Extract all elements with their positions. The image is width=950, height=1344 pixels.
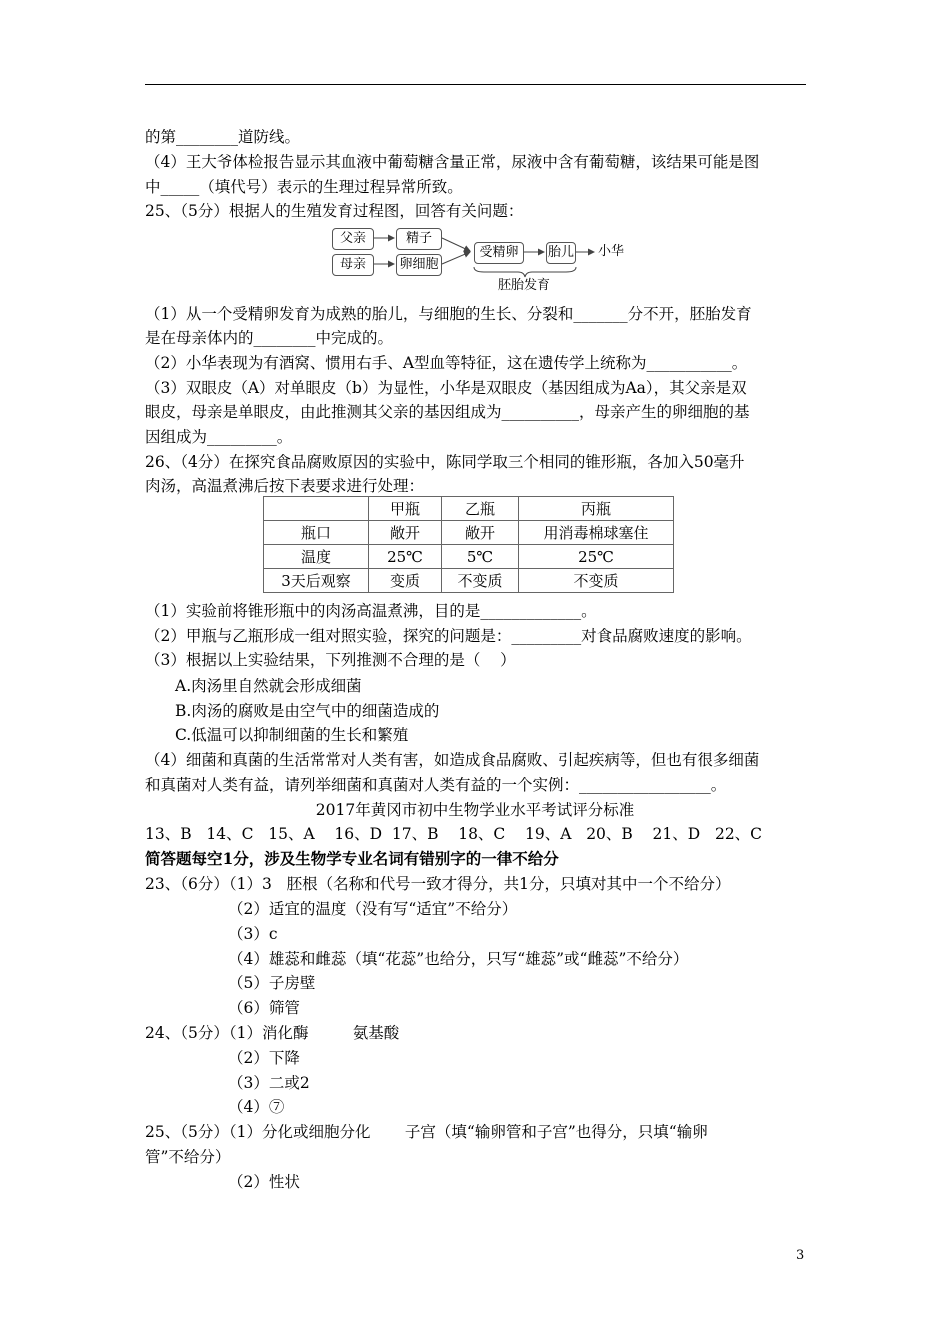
answer-line: （5）子房壁 [228, 974, 316, 992]
answer-line: （2）下降 [228, 1049, 300, 1067]
text-line: 肉汤，高温煮沸后按下表要求进行处理： [145, 477, 425, 495]
text-line: 的第________道防线。 [145, 128, 301, 146]
table-cell: 25℃ [369, 545, 442, 569]
table-cell: 不变质 [442, 569, 519, 593]
text-line: 中_____（填代号）表示的生理过程异常所致。 [145, 178, 463, 196]
answer-line: （4）雄蕊和雌蕊（填“花蕊”也给分，只写“雄蕊”或“雌蕊”不给分） [228, 950, 689, 968]
answer-line: （4）⑦ [228, 1098, 285, 1116]
table-cell: 瓶口 [264, 521, 369, 545]
option-a: A.肉汤里自然就会形成细菌 [175, 677, 362, 695]
text-line: （2）小华表现为有酒窝、惯用右手、A型血等特征，这在遗传学上统称为___________。 [145, 354, 748, 372]
text-line: （2）甲瓶与乙瓶形成一组对照实验，探究的问题是：_________对食品腐败速度的影响。 [145, 627, 752, 645]
table-cell: 温度 [264, 545, 369, 569]
table-cell [264, 497, 369, 521]
reproduction-diagram [328, 226, 638, 294]
answer-line: （3）二或2 [228, 1074, 310, 1092]
scoring-note: 简答题每空1分，涉及生物学专业名词有错别字的一律不给分 [145, 849, 559, 868]
answer-23: 23、（6分）（1）3 胚根（名称和代号一致才得分，共1分，只填对其中一个不给分） [145, 875, 731, 893]
egg-box: 卵细胞 [396, 254, 442, 276]
result-label: 小华 [598, 244, 625, 259]
text-line: 和真菌对人类有益，请列举细菌和真菌对人类有益的一个实例：_________________。 [145, 776, 727, 794]
text-line: （1）实验前将锥形瓶中的肉汤高温煮沸，目的是_____________。 [145, 602, 597, 620]
text-line: （4）王大爷体检报告显示其血液中葡萄糖含量正常，尿液中含有葡萄糖，该结果可能是图 [145, 153, 760, 171]
table-cell: 敞开 [442, 521, 519, 545]
answer-line: （2）适宜的温度（没有写“适宜”不给分） [228, 900, 518, 918]
table-cell: 变质 [369, 569, 442, 593]
text-line: （3）双眼皮（A）对单眼皮（b）为显性，小华是双眼皮（基因组成为Aa），其父亲是双 [145, 379, 747, 397]
experiment-table [263, 496, 674, 593]
table-cell: 敞开 [369, 521, 442, 545]
fetus-box: 胎儿 [546, 242, 576, 264]
table-cell: 用消毒棉球塞住 [519, 521, 674, 545]
answer-25: 25、（5分）（1）分化或细胞分化 子宫（填“输卵管和子宫”也得分，只填“输卵 [145, 1123, 708, 1141]
zygote-box: 受精卵 [474, 242, 524, 264]
header-rule [145, 84, 806, 85]
answer-line: （3）c [228, 925, 278, 943]
text-line: （3）根据以上实验结果，下列推测不合理的是（ ） [145, 651, 516, 669]
answer-line: （6）筛管 [228, 999, 300, 1017]
answer-line: 管”不给分） [145, 1148, 231, 1166]
table-cell: 丙瓶 [519, 497, 674, 521]
answer-24: 24、（5分）（1）消化酶 氨基酸 [145, 1024, 400, 1042]
text-line: （1）从一个受精卵发育为成熟的胎儿，与细胞的生长、分裂和_______分不开，胚胎发育 [145, 305, 752, 323]
answer-line: （2）性状 [228, 1173, 300, 1191]
text-line: 是在母亲体内的________中完成的。 [145, 329, 394, 347]
sperm-box: 精子 [396, 228, 442, 250]
text-line: 眼皮，母亲是单眼皮，由此推测其父亲的基因组成为__________，母亲产生的卵细胞的基 [145, 403, 750, 421]
table-row [264, 569, 674, 593]
option-c: C.低温可以抑制细菌的生长和繁殖 [175, 726, 409, 744]
table-row [264, 545, 674, 569]
question-26-title: 26、（4分）在探究食品腐败原因的实验中，陈同学取三个相同的锥形瓶，各加入50毫升 [145, 453, 745, 471]
father-box: 父亲 [332, 228, 374, 250]
multiple-choice-answers: 13、B 14、C 15、A 16、D 17、B 18、C 19、A 20、B 21、D 22、C [145, 825, 763, 843]
text-line: 因组成为_________。 [145, 428, 293, 446]
question-25-title: 25、（5分）根据人的生殖发育过程图，回答有关问题： [145, 202, 524, 220]
table-cell: 5℃ [442, 545, 519, 569]
table-cell: 甲瓶 [369, 497, 442, 521]
table-cell: 不变质 [519, 569, 674, 593]
page-number: 3 [796, 1248, 805, 1263]
text-line: （4）细菌和真菌的生活常常对人类有害，如造成食品腐败、引起疾病等，但也有很多细菌 [145, 751, 760, 769]
mother-box: 母亲 [332, 254, 374, 276]
table-row [264, 521, 674, 545]
table-cell: 25℃ [519, 545, 674, 569]
answer-key-title: 2017年黄冈市初中生物学业水平考试评分标准 [315, 801, 635, 819]
table-cell: 3天后观察 [264, 569, 369, 593]
option-b: B.肉汤的腐败是由空气中的细菌造成的 [175, 702, 440, 720]
table-cell: 乙瓶 [442, 497, 519, 521]
embryo-development-label: 胚胎发育 [498, 278, 551, 293]
table-header-row [264, 497, 674, 521]
